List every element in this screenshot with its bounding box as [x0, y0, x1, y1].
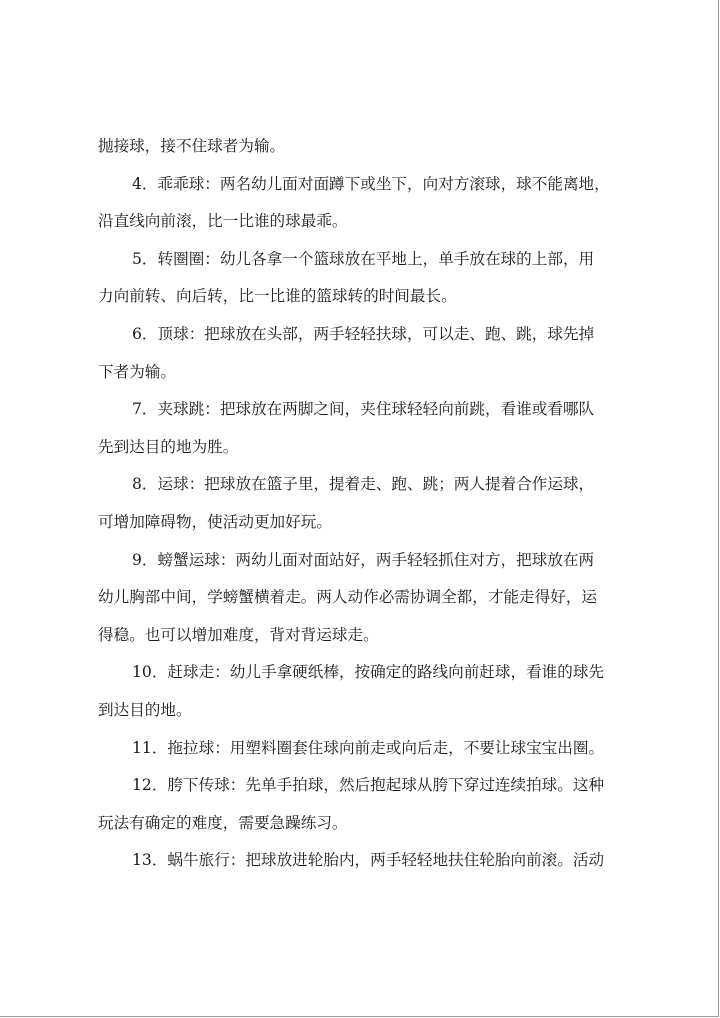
paragraph	[98, 842, 634, 880]
paragraph	[98, 466, 634, 541]
text-line: 到达目的地。	[98, 700, 192, 719]
text-line: 7．夹球跳：把球放在两脚之间，夹住球轻轻向前跳，看谁或看哪队	[132, 400, 595, 419]
text-line: 可增加障碍物，使活动更加好玩。	[98, 512, 332, 531]
text-line: 下者为输。	[98, 362, 176, 381]
text-line: 12．胯下传球：先单手拍球，然后抱起球从胯下穿过连续拍球。这种	[132, 776, 605, 795]
text-line: 4．乖乖球：两名幼儿面对面蹲下或坐下，向对方滚球，球不能离地，	[132, 174, 610, 193]
text-line: 得稳。也可以增加难度，背对背运球走。	[98, 625, 379, 644]
paragraph	[98, 654, 634, 729]
document-body	[98, 128, 634, 880]
text-line: 沿直线向前滚，比一比谁的球最乖。	[98, 212, 348, 231]
text-line: 先到达目的地为胜。	[98, 437, 239, 456]
text-line: 9．螃蟹运球：两幼儿面对面站好，两手轻轻抓住对方，把球放在两	[132, 550, 595, 569]
text-line: 玩法有确定的难度，需要急躁练习。	[98, 813, 348, 832]
text-line: 幼儿胸部中间，学螃蟹横着走。两人动作必需协调全都，才能走得好，运	[98, 588, 598, 607]
text-line: 抛接球，接不住球者为输。	[98, 137, 286, 155]
paragraph	[98, 166, 634, 241]
paragraph	[98, 241, 634, 316]
text-line: 5．转圈圈：幼儿各拿一个篮球放在平地上，单手放在球的上部，用	[132, 249, 595, 268]
paragraph	[98, 391, 634, 466]
text-line: 6．顶球：把球放在头部，两手轻轻扶球，可以走、跑、跳，球先掉	[132, 324, 595, 343]
text-line: 力向前转、向后转，比一比谁的篮球转的时间最长。	[98, 287, 457, 306]
text-line: 8．运球：把球放在篮子里，提着走、跑、跳；两人提着合作运球，	[132, 475, 595, 494]
paragraph	[98, 767, 634, 842]
text-line: 13．蜗牛旅行：把球放进轮胎内，两手轻轻地扶住轮胎向前滚。活动	[132, 851, 605, 870]
text-line: 10．赶球走：幼儿手拿硬纸棒，按确定的路线向前赶球，看谁的球先	[132, 663, 605, 682]
paragraph	[98, 316, 634, 391]
text-line: 11．拖拉球：用塑料圈套住球向前走或向后走，不要让球宝宝出圈。	[132, 738, 605, 757]
paragraph	[98, 730, 634, 768]
paragraph	[98, 542, 634, 655]
paragraph	[98, 128, 634, 166]
